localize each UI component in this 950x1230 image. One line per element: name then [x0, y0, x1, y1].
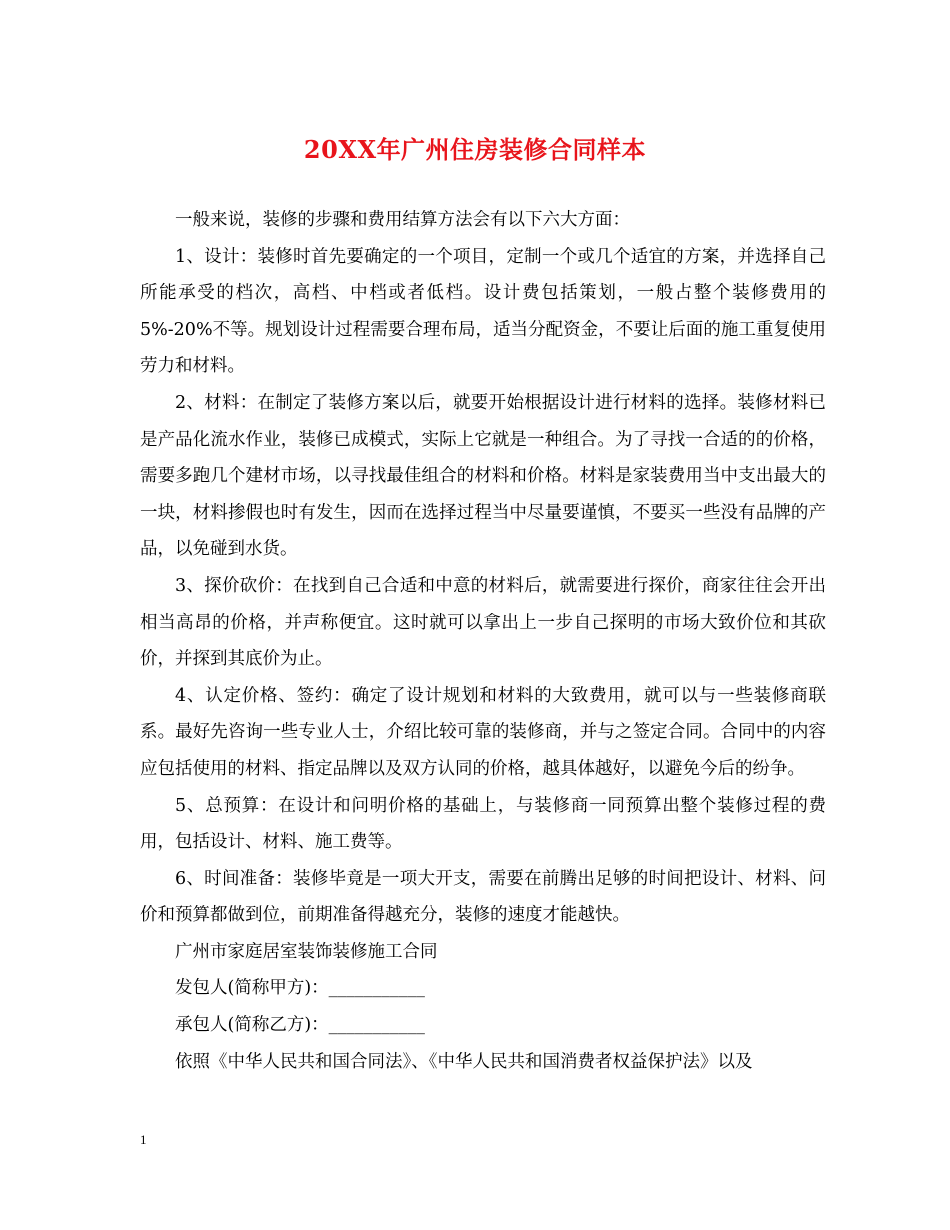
step-materials-paragraph: 2、材料：在制定了装修方案以后，就要开始根据设计进行材料的选择。装修材料已是产品化流水作业，装修已成模式，实际上它就是一种组合。为了寻找一合适的的价格，需要多跑几个建材市场，以寻找最佳组合的材料和价格。材料是家装费用当中支出最大的一块，材料掺假也时有发生，因而在选择过程当中尽量要谨慎，不要买一些没有品牌的产品，以免碰到水货。: [140, 392, 826, 560]
document-body: [140, 202, 826, 1080]
page-number: 1: [140, 1132, 147, 1147]
document-title: 20XX年广州住房装修合同样本: [303, 135, 647, 164]
contract-heading: 广州市家庭居室装饰装修施工合同: [175, 941, 438, 962]
step-design-paragraph: 1、设计：装修时首先要确定的一个项目，定制一个或几个适宜的方案，并选择自己所能承受的档次，高档、中档或者低档。设计费包括策划，一般占整个装修费用的5%-20%不等。规划设计过程需要合理布局，适当分配资金，不要让后面的施工重复使用劳力和材料。: [140, 246, 826, 377]
party-a-line: 发包人(简称甲方)：___________: [175, 978, 425, 999]
legal-basis-paragraph: 依照《中华人民共和国合同法》、《中华人民共和国消费者权益保护法》以及: [175, 1051, 753, 1072]
intro-paragraph: 一般来说，装修的步骤和费用结算方法会有以下六大方面：: [175, 210, 630, 230]
step-price-inquiry-paragraph: 3、探价砍价：在找到自己合适和中意的材料后，就需要进行探价，商家往往会开出相当高昂的价格，并声称便宜。这时就可以拿出上一步自己探明的市场大致价位和其砍价，并探到其底价为止。: [140, 575, 826, 670]
party-b-line: 承包人(简称乙方)：___________: [175, 1015, 425, 1036]
step-budget-paragraph: 5、总预算：在设计和问明价格的基础上，与装修商一同预算出整个装修过程的费用，包括设计、材料、施工费等。: [140, 795, 826, 853]
step-contract-paragraph: 4、认定价格、签约：确定了设计规划和材料的大致费用，就可以与一些装修商联系。最好先咨询一些专业人士，介绍比较可靠的装修商，并与之签定合同。合同中的内容应包括使用的材料、指定品牌以及双方认同的价格，越具体越好，以避免今后的纷争。: [140, 685, 826, 779]
step-time-paragraph: 6、时间准备：装修毕竟是一项大开支，需要在前腾出足够的时间把设计、材料、问价和预算都做到位，前期准备得越充分，装修的速度才能越快。: [140, 868, 826, 926]
